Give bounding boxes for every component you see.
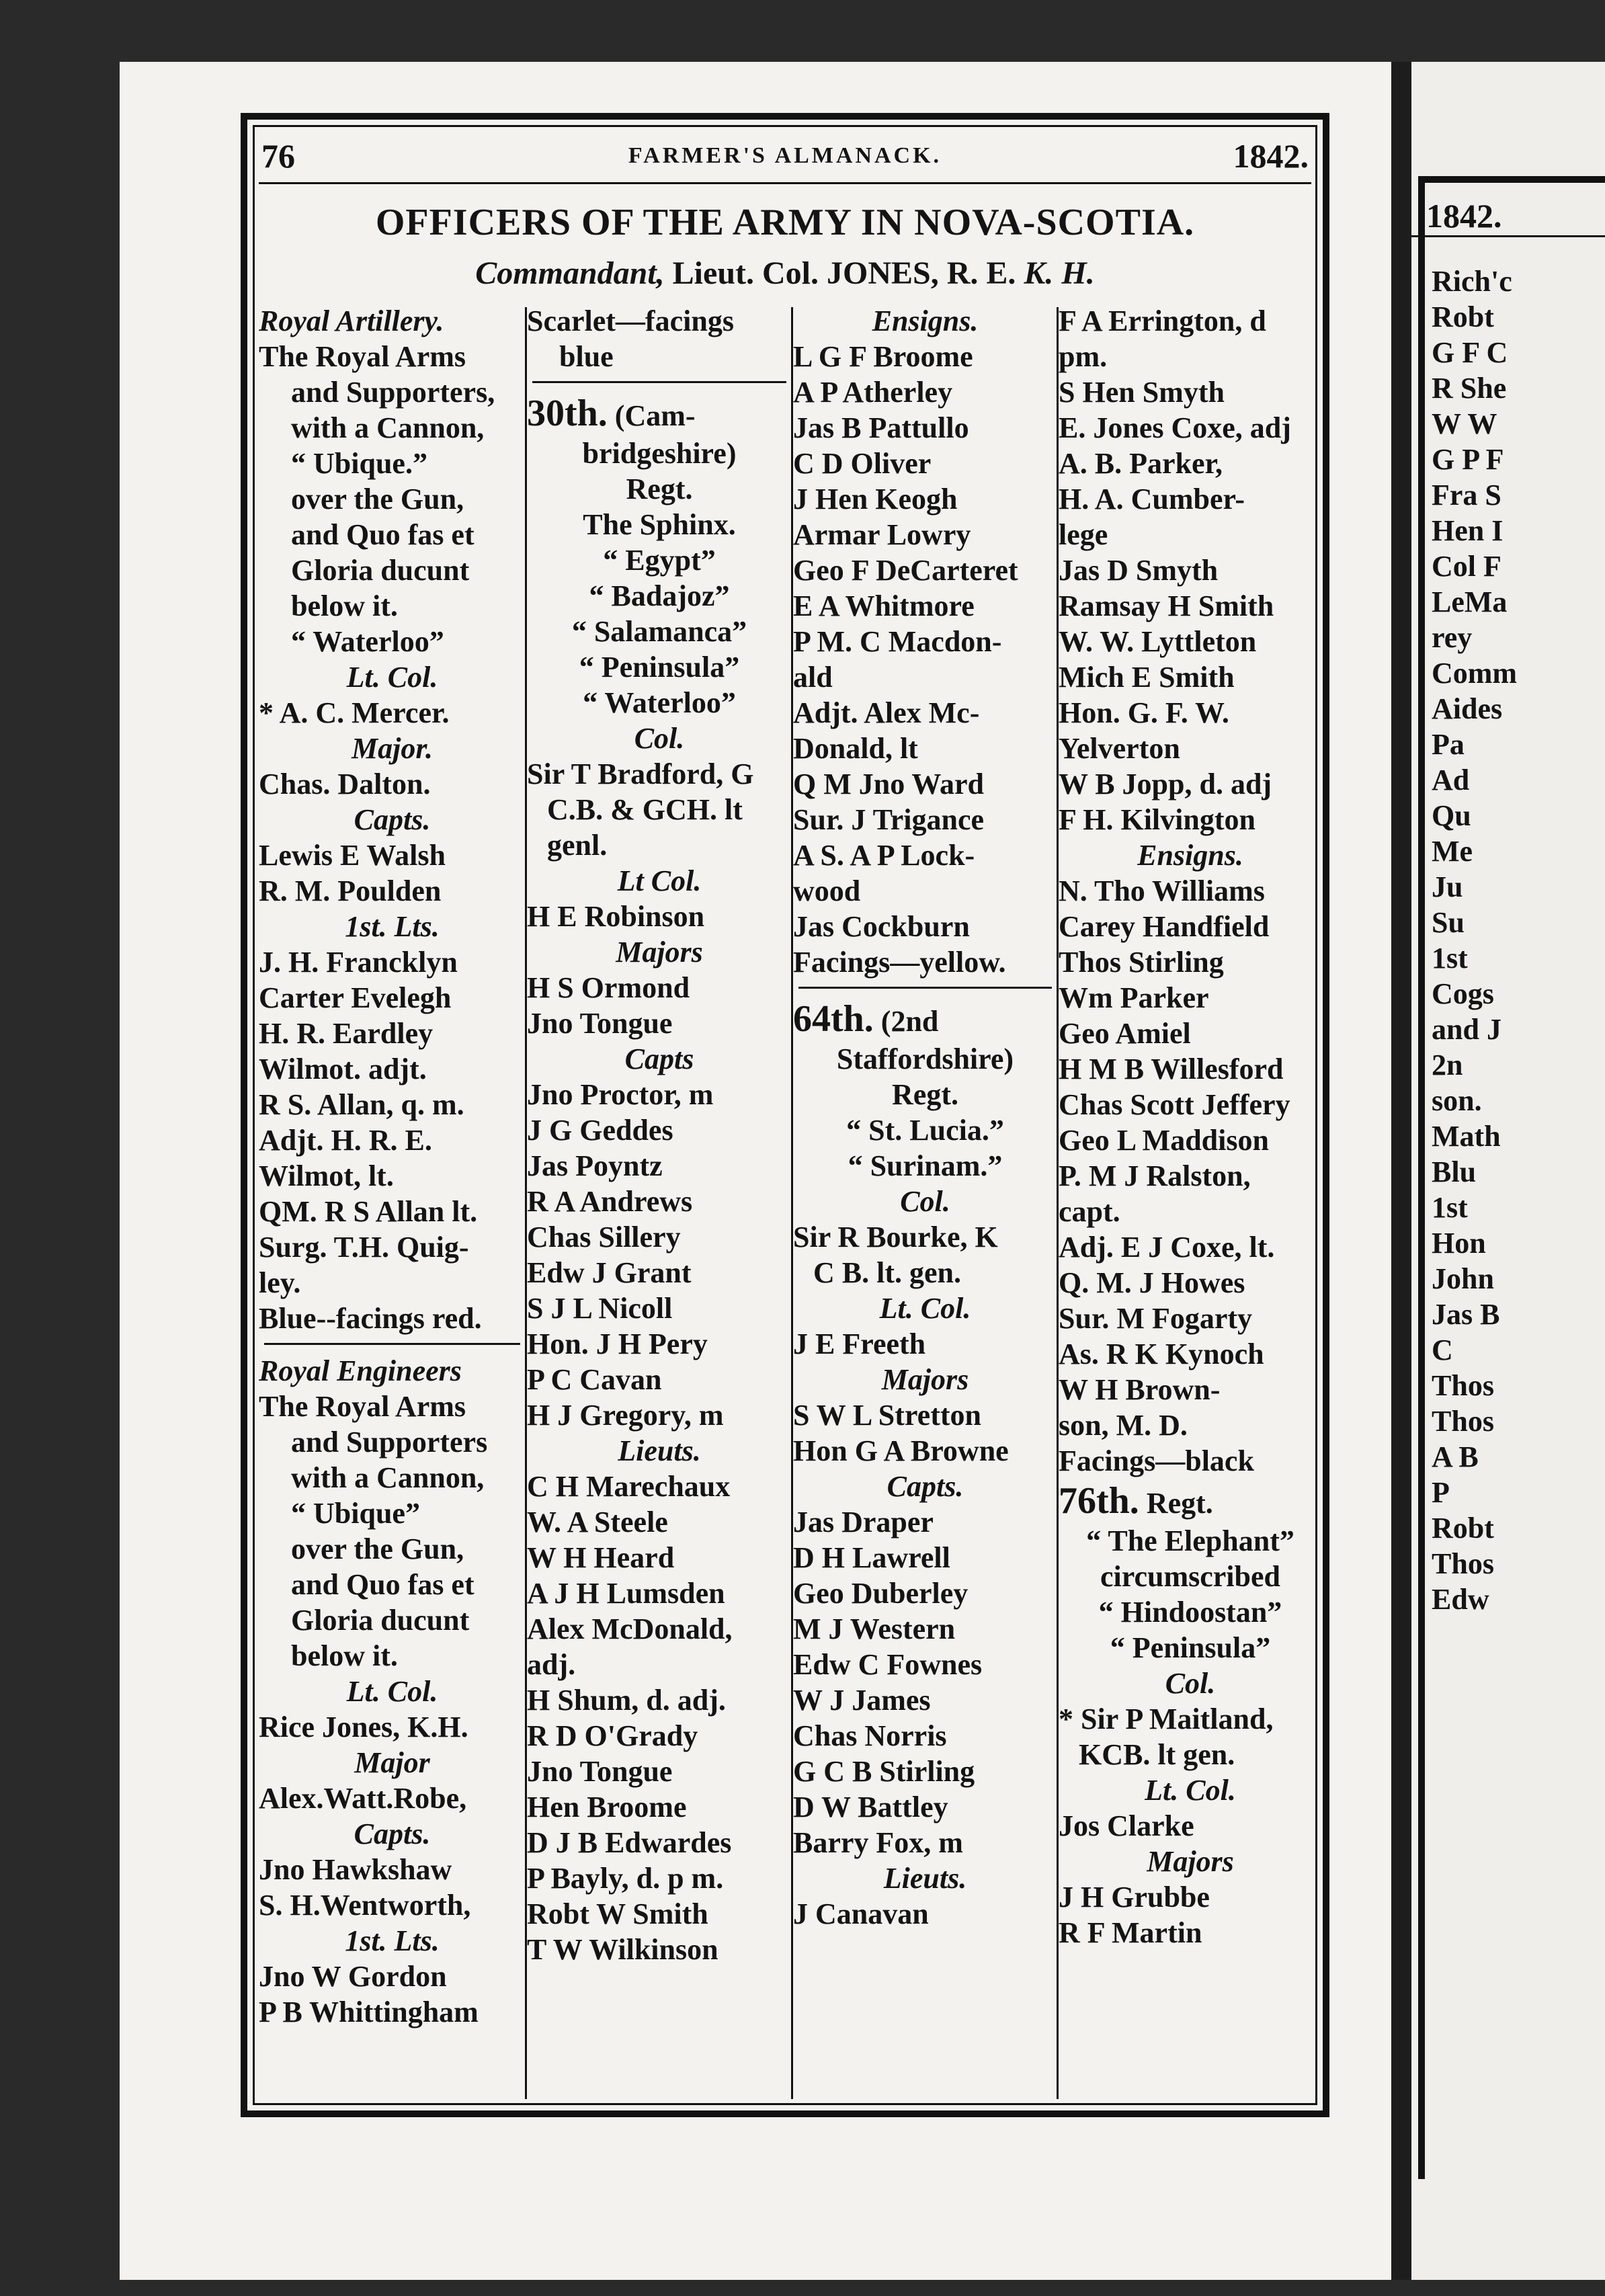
- officer-name: W H Heard: [527, 1541, 675, 1574]
- running-head: [259, 134, 1311, 184]
- motto-line: “ Ubique”: [291, 1497, 420, 1530]
- next-page-line: Col F: [1432, 550, 1501, 583]
- battle-honour: “ Peninsula”: [579, 651, 740, 684]
- officer-name: J. H. Francklyn: [259, 946, 458, 979]
- rank-heading: Lt. Col.: [1145, 1774, 1236, 1807]
- officer-name: Hon G A Browne: [793, 1434, 1009, 1467]
- next-page-line: Edw: [1432, 1583, 1489, 1616]
- next-page-line: son.: [1432, 1084, 1482, 1117]
- officer-name: P Bayly, d. p m.: [527, 1862, 724, 1895]
- officer-name: H S Ormond: [527, 971, 690, 1004]
- officer-name: Jno W Gordon: [259, 1960, 447, 1993]
- officer-name: Geo Duberley: [793, 1577, 969, 1610]
- next-page-line: A B: [1432, 1440, 1479, 1473]
- almanack-title: FARMER'S ALMANACK.: [628, 143, 942, 168]
- rank-heading: Capts.: [354, 803, 431, 836]
- rank-heading: Majors: [616, 936, 703, 969]
- battle-honour: circumscribed: [1100, 1560, 1281, 1593]
- column-30th-regiment: [527, 303, 792, 2101]
- officer-name: Jas B Pattullo: [793, 411, 969, 444]
- officer-name: wood: [793, 874, 861, 907]
- officer-name: Robt W Smith: [527, 1897, 708, 1930]
- battle-honour: “ Waterloo”: [583, 686, 736, 719]
- officer-name: * Sir P Maitland,: [1059, 1703, 1274, 1735]
- motto-line: with a Cannon,: [291, 411, 485, 444]
- officer-name: E A Whitmore: [793, 589, 975, 622]
- next-page-line: Rich'c: [1432, 265, 1512, 298]
- officer-name: Jas Cockburn: [793, 910, 970, 943]
- officer-name: As. R K Kynoch: [1059, 1338, 1264, 1370]
- officer-name: Carter Evelegh: [259, 981, 452, 1014]
- rank-heading: Major: [354, 1746, 430, 1779]
- officer-name: N. Tho Williams: [1059, 874, 1265, 907]
- officer-name: Q M Jno Ward: [793, 768, 985, 801]
- officer-name: Jno Tongue: [527, 1755, 673, 1788]
- motto-line: Gloria ducunt: [291, 1604, 470, 1637]
- officer-name: A. B. Parker,: [1059, 447, 1223, 480]
- officer-name: Jas Poyntz: [527, 1149, 663, 1182]
- officer-name: KCB. lt gen.: [1079, 1738, 1235, 1771]
- rank-heading: Capts: [624, 1042, 694, 1075]
- next-page-line: P: [1432, 1476, 1450, 1509]
- regiment-name: Regt.: [892, 1078, 958, 1111]
- motto-line: and Supporters,: [291, 376, 495, 409]
- officer-name: Chas Scott Jeffery: [1059, 1088, 1290, 1121]
- officer-name: Geo F DeCarteret: [793, 554, 1018, 587]
- next-page-line: Pa: [1432, 728, 1465, 761]
- motto-line: Gloria ducunt: [291, 554, 470, 587]
- next-page-line: C: [1432, 1334, 1453, 1366]
- rank-heading: Lt. Col.: [879, 1292, 971, 1325]
- officer-name: P B Whittingham: [259, 1996, 479, 2028]
- officer-name: R F Martin: [1059, 1916, 1202, 1949]
- next-page-line: G F C: [1432, 336, 1508, 369]
- column-30th-64th-regiment: [793, 303, 1057, 2101]
- officer-name: Yelverton: [1059, 732, 1180, 765]
- next-page-line: 1st: [1432, 942, 1468, 975]
- officer-name: Chas Norris: [793, 1719, 947, 1752]
- rank-heading: Col.: [634, 722, 685, 755]
- officer-name: Edw J Grant: [527, 1256, 692, 1289]
- battle-honour: The Sphinx.: [583, 508, 736, 541]
- officer-name: Q. M. J Howes: [1059, 1266, 1245, 1299]
- facings-note: Blue--facings red.: [259, 1302, 482, 1335]
- officer-name: Wilmot, lt.: [259, 1159, 394, 1192]
- officer-name: H J Gregory, m: [527, 1399, 724, 1432]
- officer-name: Rice Jones, K.H.: [259, 1711, 468, 1744]
- battle-honour: “ Peninsula”: [1110, 1631, 1271, 1664]
- next-page-line: Qu: [1432, 799, 1471, 832]
- officer-name: R D O'Grady: [527, 1719, 698, 1752]
- officer-name: H M B Willesford: [1059, 1053, 1284, 1085]
- officer-name: A S. A P Lock-: [793, 839, 975, 872]
- regiment-name: bridgeshire): [582, 437, 737, 470]
- regiment-number: 30th.: [527, 393, 608, 434]
- officer-name: Wm Parker: [1059, 981, 1209, 1014]
- officer-name: Jno Tongue: [527, 1007, 673, 1040]
- next-page-line: LeMa: [1432, 585, 1508, 618]
- officer-name: Chas Sillery: [527, 1221, 681, 1254]
- officer-name: A P Atherley: [793, 376, 953, 409]
- officer-name: Carey Handfield: [1059, 910, 1270, 943]
- officer-name: Sur. J Trigance: [793, 803, 985, 836]
- next-page-year: 1842.: [1411, 196, 1605, 237]
- officer-name: R. M. Poulden: [259, 874, 442, 907]
- officer-name: C.B. & GCH. lt: [547, 793, 743, 826]
- officer-name: Adj. E J Coxe, lt.: [1059, 1231, 1275, 1264]
- rank-heading: Major.: [351, 732, 434, 765]
- rank-heading: Ensigns.: [1137, 839, 1243, 872]
- next-page-line: R She: [1432, 372, 1507, 405]
- officer-name: pm.: [1059, 340, 1108, 373]
- regiment-number: 64th.: [793, 998, 874, 1040]
- next-page-line: Su: [1432, 906, 1465, 939]
- officer-name: J G Geddes: [527, 1114, 673, 1147]
- officer-name: W B Jopp, d. adj: [1059, 768, 1272, 801]
- commandant-label: Commandant,: [475, 255, 665, 291]
- rank-heading: Majors: [1147, 1845, 1234, 1878]
- next-page-line: 1st: [1432, 1191, 1468, 1224]
- officer-name: C D Oliver: [793, 447, 932, 480]
- officer-name: S. H.Wentworth,: [259, 1889, 471, 1922]
- motto-line: “ Waterloo”: [291, 625, 444, 658]
- officer-name: Adjt. H. R. E.: [259, 1124, 432, 1157]
- officer-name: Sir R Bourke, K: [793, 1221, 998, 1254]
- officer-name: W. A Steele: [527, 1506, 668, 1539]
- rank-heading: Ensigns.: [872, 304, 979, 337]
- facings-note: blue: [559, 340, 614, 373]
- motto-line: and Quo fas et: [291, 1568, 475, 1601]
- officer-name: Hon. G. F. W.: [1059, 696, 1229, 729]
- officer-name: H. A. Cumber-: [1059, 483, 1245, 516]
- regiment-heading-rest: (Cam-: [614, 399, 696, 432]
- next-page-line: Hen I: [1432, 514, 1504, 547]
- battle-honour: “ Salamanca”: [571, 615, 747, 648]
- battle-honour: “ Hindoostan”: [1098, 1596, 1282, 1629]
- next-page-line: Thos: [1432, 1405, 1494, 1438]
- officer-name: C B. lt. gen.: [813, 1256, 961, 1289]
- motto-line: below it.: [291, 589, 398, 622]
- next-page-line: and J: [1432, 1013, 1501, 1046]
- regiment-heading-rest: Regt.: [1146, 1487, 1213, 1520]
- motto-line: The Royal Arms: [259, 340, 466, 373]
- officer-name: M J Western: [793, 1612, 956, 1645]
- officer-name: son, M. D.: [1059, 1409, 1188, 1442]
- officer-name: P C Cavan: [527, 1363, 662, 1396]
- section-heading-royal-engineers: Royal Engineers: [259, 1354, 462, 1387]
- page-frame-inner: [253, 125, 1317, 2105]
- officer-name: Jos Clarke: [1059, 1809, 1194, 1842]
- page-frame: [241, 113, 1329, 2117]
- officer-name: lege: [1059, 518, 1108, 551]
- commandant-order: K. H.: [1024, 255, 1095, 291]
- motto-line: “ Ubique.”: [291, 447, 427, 480]
- officer-name: H E Robinson: [527, 900, 705, 933]
- motto-line: and Quo fas et: [291, 518, 475, 551]
- next-page-line: Ju: [1432, 870, 1463, 903]
- officer-name: S W L Stretton: [793, 1399, 981, 1432]
- facings-note: Scarlet—facings: [527, 304, 734, 337]
- battle-honour: “ St. Lucia.”: [846, 1114, 1004, 1147]
- battle-honour: “ Egypt”: [603, 544, 716, 577]
- officer-name: genl.: [547, 829, 608, 862]
- regiment-name: Regt.: [626, 473, 693, 505]
- officer-name: Adjt. Alex Mc-: [793, 696, 980, 729]
- officer-name: W H Brown-: [1059, 1373, 1221, 1406]
- officer-name: QM. R S Allan lt.: [259, 1195, 478, 1228]
- officer-name: Jas Draper: [793, 1506, 934, 1539]
- officer-name: S Hen Smyth: [1059, 376, 1225, 409]
- officer-name: A J H Lumsden: [527, 1577, 725, 1610]
- officer-name: G C B Stirling: [793, 1755, 975, 1788]
- next-page-line: Cogs: [1432, 977, 1494, 1010]
- officer-name: Alex.Watt.Robe,: [259, 1782, 467, 1815]
- next-page-line: Thos: [1432, 1369, 1494, 1402]
- page-year: 1842.: [1233, 137, 1309, 175]
- regiment-heading: [527, 391, 792, 436]
- officer-name: Hen Broome: [527, 1791, 687, 1823]
- officer-name: J Canavan: [793, 1897, 929, 1930]
- section-heading-royal-artillery: Royal Artillery.: [259, 304, 444, 337]
- rank-heading: Col.: [1165, 1667, 1216, 1700]
- next-page-line: Comm: [1432, 657, 1518, 690]
- rank-heading: 1st. Lts.: [345, 910, 440, 943]
- next-page-text: [1426, 263, 1605, 1617]
- officer-name: Lewis E Walsh: [259, 839, 446, 872]
- next-page-frame-top: [1418, 176, 1605, 183]
- rank-heading: Lieuts.: [618, 1434, 701, 1467]
- rank-heading: Lieuts.: [883, 1862, 967, 1895]
- commandant-name: Lieut. Col. JONES, R. E.: [672, 255, 1016, 291]
- next-page-line: Me: [1432, 835, 1473, 868]
- motto-line: with a Cannon,: [291, 1461, 485, 1494]
- officer-name: P M. C Macdon-: [793, 625, 1002, 658]
- officer-name: Sur. M Fogarty: [1059, 1302, 1253, 1335]
- rank-heading: Lt Col.: [617, 864, 702, 897]
- officer-name: Alex McDonald,: [527, 1612, 733, 1645]
- officer-name: Surg. T.H. Quig-: [259, 1231, 469, 1264]
- rank-heading: Lt. Col.: [346, 661, 438, 694]
- officer-name: * A. C. Mercer.: [259, 696, 450, 729]
- officer-name: R A Andrews: [527, 1185, 693, 1218]
- officer-name: D W Battley: [793, 1791, 948, 1823]
- officer-name: Thos Stirling: [1059, 946, 1224, 979]
- officer-columns: [259, 303, 1311, 2101]
- facings-note: Facings—yellow.: [793, 946, 1006, 979]
- rank-heading: Majors: [881, 1363, 969, 1396]
- officer-name: Jno Hawkshaw: [259, 1853, 452, 1886]
- officer-name: W. W. Lyttleton: [1059, 625, 1257, 658]
- officer-name: adj.: [527, 1648, 576, 1681]
- motto-line: over the Gun,: [291, 1532, 464, 1565]
- officer-name: R S. Allan, q. m.: [259, 1088, 464, 1121]
- officer-name: J H Grubbe: [1059, 1881, 1210, 1914]
- facings-note: Facings—black: [1059, 1444, 1254, 1477]
- next-page-line: Math: [1432, 1120, 1501, 1153]
- officer-name: T W Wilkinson: [527, 1933, 718, 1966]
- officer-name: Wilmot. adjt.: [259, 1053, 427, 1085]
- next-page-line: G P F: [1432, 443, 1504, 476]
- section-divider: [798, 987, 1052, 989]
- section-divider: [264, 1343, 520, 1345]
- motto-line: The Royal Arms: [259, 1390, 466, 1423]
- motto-line: below it.: [291, 1639, 398, 1672]
- officer-name: F A Errington, d: [1059, 304, 1266, 337]
- book-gutter: [1391, 62, 1411, 2280]
- rank-heading: Capts.: [354, 1817, 431, 1850]
- officer-name: Barry Fox, m: [793, 1826, 963, 1859]
- main-title: OFFICERS OF THE ARMY IN NOVA-SCOTIA.: [375, 202, 1195, 243]
- officer-name: Jno Proctor, m: [527, 1078, 714, 1111]
- officer-name: L G F Broome: [793, 340, 973, 373]
- next-page-line: Ad: [1432, 764, 1470, 796]
- next-page-edge: [1411, 62, 1605, 2280]
- rank-heading: Lt. Col.: [346, 1675, 438, 1708]
- officer-name: S J L Nicoll: [527, 1292, 673, 1325]
- next-page-line: Jas B: [1432, 1298, 1500, 1331]
- officer-name: C H Marechaux: [527, 1470, 731, 1503]
- section-divider: [532, 381, 786, 383]
- officer-name: W J James: [793, 1684, 931, 1717]
- page-number: 76: [261, 137, 295, 175]
- motto-line: and Supporters: [291, 1426, 488, 1459]
- next-page-line: W W: [1432, 407, 1497, 440]
- battle-honour: “ The Elephant”: [1086, 1524, 1294, 1557]
- officer-name: Hon. J H Pery: [527, 1327, 708, 1360]
- officer-name: Ramsay H Smith: [1059, 589, 1274, 622]
- next-page-line: Blu: [1432, 1155, 1477, 1188]
- officer-name: capt.: [1059, 1195, 1120, 1228]
- column-64th-76th-regiment: [1059, 303, 1322, 2101]
- regiment-number: 76th.: [1059, 1480, 1139, 1522]
- officer-name: ley.: [259, 1266, 301, 1299]
- officer-name: Geo Amiel: [1059, 1017, 1191, 1050]
- officer-name: D J B Edwardes: [527, 1826, 732, 1859]
- regiment-name: Staffordshire): [836, 1042, 1014, 1075]
- next-page-line: Robt: [1432, 1512, 1494, 1545]
- officer-name: H. R. Eardley: [259, 1017, 434, 1050]
- regiment-heading: [793, 997, 1057, 1041]
- next-page-line: rey: [1432, 621, 1473, 654]
- next-page-line: Aides: [1432, 692, 1503, 725]
- next-page-frame-left: [1418, 176, 1425, 2179]
- next-page-line: Robt: [1432, 300, 1494, 333]
- officer-name: P. M J Ralston,: [1059, 1159, 1251, 1192]
- officer-name: Mich E Smith: [1059, 661, 1235, 694]
- officer-name: Sir T Bradford, G: [527, 757, 754, 790]
- next-page-line: Thos: [1432, 1547, 1494, 1580]
- officer-name: Jas D Smyth: [1059, 554, 1219, 587]
- officer-name: Edw C Fownes: [793, 1648, 983, 1681]
- officer-name: E. Jones Coxe, adj: [1059, 411, 1291, 444]
- next-page-line: Fra S: [1432, 479, 1501, 511]
- rank-heading: 1st. Lts.: [345, 1924, 440, 1957]
- rank-heading: Col.: [900, 1185, 950, 1218]
- officer-name: J Hen Keogh: [793, 483, 958, 516]
- regiment-heading: [1059, 1479, 1322, 1523]
- officer-name: H Shum, d. adj.: [527, 1684, 726, 1717]
- officer-name: Geo L Maddison: [1059, 1124, 1269, 1157]
- column-artillery-engineers: [259, 303, 526, 2101]
- battle-honour: “ Surinam.”: [848, 1149, 1003, 1182]
- officer-name: ald: [793, 661, 833, 694]
- next-page-line: Hon: [1432, 1227, 1486, 1260]
- officer-name: F H. Kilvington: [1059, 803, 1256, 836]
- rank-heading: Capts.: [887, 1470, 964, 1503]
- commandant-line: [255, 255, 1315, 292]
- motto-line: over the Gun,: [291, 483, 464, 516]
- regiment-heading-rest: (2nd: [880, 1005, 939, 1038]
- battle-honour: “ Badajoz”: [589, 579, 730, 612]
- officer-name: Donald, lt: [793, 732, 918, 765]
- officer-name: Chas. Dalton.: [259, 768, 431, 801]
- officer-name: D H Lawrell: [793, 1541, 950, 1574]
- next-page-line: John: [1432, 1262, 1494, 1295]
- officer-name: Armar Lowry: [793, 518, 971, 551]
- next-page-line: 2n: [1432, 1049, 1463, 1081]
- officer-name: J E Freeth: [793, 1327, 926, 1360]
